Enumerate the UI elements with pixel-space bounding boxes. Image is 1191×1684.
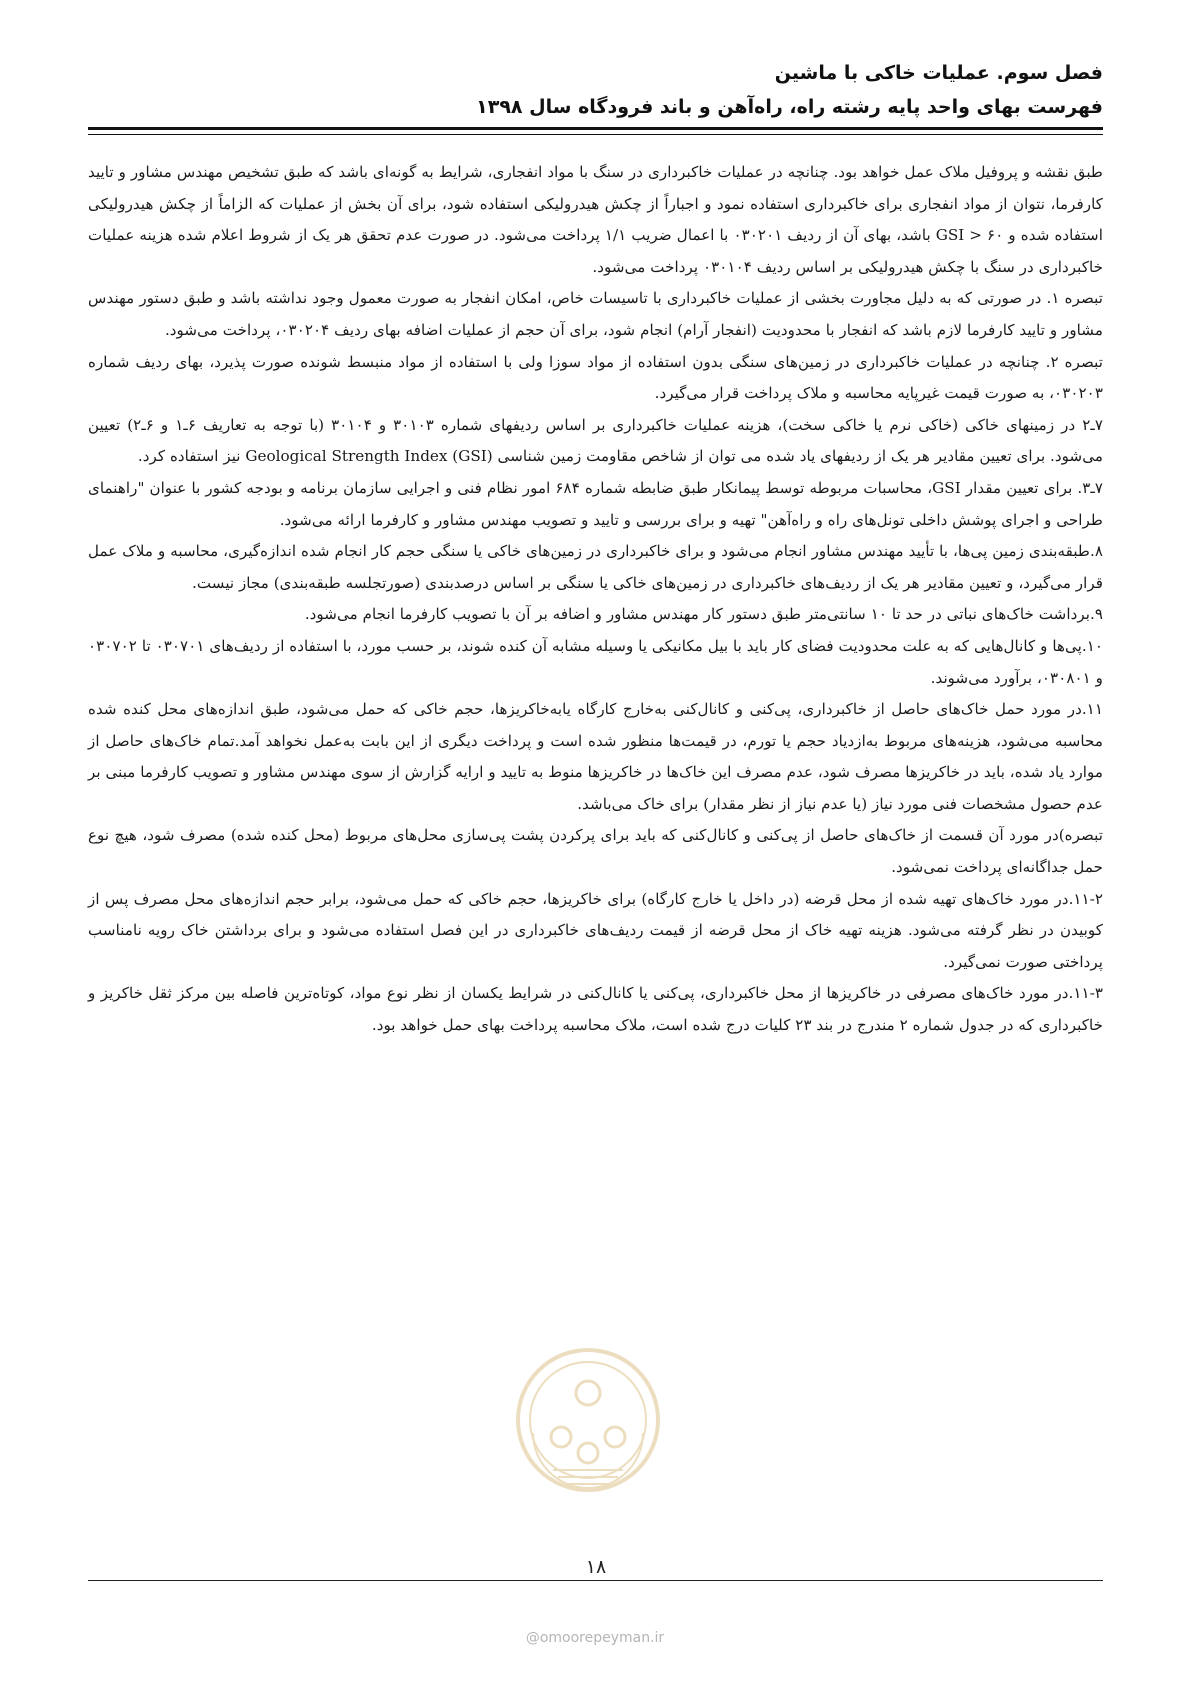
paragraph-10: ۱۰.پی‌ها و کانال‌هایی که به علت محدودیت فضای کار باید با بیل مکانیکی یا وسیله مشابه آن کنده شوند، بر حسب مورد، با استفاده از ردیف‌های ۰۳۰۷۰۱ تا ۰۳۰۷۰۲ و ۰۳۰۸۰۱، برآورد می‌شوند. <box>88 636 1104 687</box>
paragraph-9: ۹.برداشت خاک‌های نباتی در حد تا ۱۰ سانتی‌متر طبق دستور کار مهندس مشاور و اضافه بر آن با تصویب کارفرما انجام می‌شود. <box>304 605 1103 624</box>
paragraph-11: ۱۱.در مورد حمل خاک‌های حاصل از خاکبرداری، پی‌کنی و کانال‌کنی به‌خارج کارگاه یابه‌خاکریزها، حجم خاکی که حمل می‌شود، طبق اندازه‌های محل کنده شده محاسبه می‌شود، هزینه‌های مربوط به‌ازدیاد حجم یا تورم، در قیمت‌ها منظور شده است و پرداخت دیگری از این بابت به‌عمل نخواهد آمد.تمام خاک‌های حاصل از موارد یاد شده، باید در خاکریزها مصرف شود، عدم مصرف این خاک‌ها در خاکریزها منوط به تایید و ارایه گزارش از سوی مهندس مشاور و تصویب کارفرما مبنی بر عدم حصول مشخصات فنی مورد نیاز (یا عدم نیاز از نظر مقدار) برای خاک می‌باشد. <box>88 700 1103 813</box>
paragraph-note-2: تبصره ۲. چنانچه در عملیات خاکبرداری در زمین‌های سنگی بدون استفاده از مواد سوزا ولی با استفاده از مواد منبسط شونده صورت پذیرد، بهای ردیف شماره ۰۳۰۲۰۳، به صورت قیمت غیرپایه محاسبه و ملاک پرداخت قرار می‌گیرد. <box>88 352 1103 403</box>
paragraph-7-3: ۷ـ۳. برای تعیین مقدار GSI، محاسبات مربوطه توسط پیمانکار طبق ضابطه شماره ۶۸۴ امور نظام فنی و اجرایی سازمان برنامه و بودجه کشور با عنوان "راهنمای طراحی و اجرای پوشش داخلی تونل‌های راه و راه‌آهن" تهیه و برای بررسی و تایید و تصویب مهندس مشاور و کارفرما ارائه می‌شود. <box>88 478 1104 529</box>
header-divider <box>88 127 1103 135</box>
document-body <box>88 157 1103 1042</box>
paragraph-bidding: طبق نقشه و پروفیل ملاک عمل خواهد بود. چنانچه در عملیات خاکبرداری در سنگ با مواد انفجاری، شرایط به گونه‌ای باشد که طبق تشخیص مهندس مشاور و تایید کارفرما، نتوان از مواد انفجاری برای خاکبرداری استفاده نمود و اجباراً از چکش هیدرولیکی استفاده شود، برای آن بخش از عملیات که الزاماً از چکش هیدرولیکی استفاده شده و GSI > ۶۰ باشد، بهای آن از ردیف ۰۳۰۲۰۱ با اعمال ضریب ۱/۱ پرداخت می‌شود. در صورت عدم تحقق هر یک از شروط اعلام شده هزینه عملیات خاکبرداری در سنگ با چکش هیدرولیکی بر اساس ردیف ۰۳۰۱۰۴ پرداخت می‌شود. <box>88 163 1104 276</box>
paragraph-11-2: ۱۱-۲.در مورد خاک‌های تهیه شده از محل قرضه (در داخل یا خارج کارگاه) برای خاکریزها، حجم خاکی که حمل می‌شود، برابر حجم اندازه‌های محل مصرف پس از کوبیدن در نظر گرفته می‌شود. هزینه تهیه خاک از محل قرضه از قیمت ردیف‌های خاکبرداری در این فصل استفاده می‌شود و برای برداشتن خاک رویه نامناسب پرداختی صورت نمی‌گیرد. <box>88 889 1103 971</box>
paragraph-11-note: تبصره)در مورد آن قسمت از خاک‌های حاصل از پی‌کنی و کانال‌کنی که باید برای پرکردن پشت پی‌سازی محل‌های مربوط (محل کنده شده) مصرف شود، هیچ نوع حمل جداگانه‌ای پرداخت نمی‌شود. <box>88 826 1103 877</box>
paragraph-note-1: تبصره ۱. در صورتی که به دلیل مجاورت بخشی از عملیات خاکبرداری با تاسیسات خاص، امکان انفجار به صورت معمول وجود نداشته باشد و طبق دستور مهندس مشاور و تایید کارفرما لازم باشد که انفجار با محدودیت (انفجار آرام) انجام شود، برای آن حجم از عملیات اضافه بهای ردیف ۰۳۰۲۰۴، پرداخت می‌شود. <box>88 289 1103 339</box>
website-watermark: @omoorepeyman.ir <box>525 1630 665 1646</box>
paragraph-8: ۸.طبقه‌بندی زمین پی‌ها، با تأیید مهندس مشاور انجام می‌شود و برای خاکبرداری در زمین‌های خاکی یا سنگی حجم کار انجام شده اندازه‌گیری، محاسبه و ملاک عمل قرار می‌گیرد، و تعیین مقادیر هر یک از ردیف‌های خاکبرداری در زمین‌های خاکی یا سنگی بر اساس درصدبندی (صورتجلسه طبقه‌بندی) مجاز نیست. <box>88 542 1103 592</box>
page-header <box>88 56 1103 124</box>
paragraph-11-3: ۱۱-۳.در مورد خاک‌های مصرفی در خاکریزها از محل خاکبرداری، پی‌کنی یا کانال‌کنی در شرایط یکسان از نظر نوع مواد، کوتاه‌ترین فاصله بین مرکز ثقل خاکریز و خاکبرداری که در جدول شماره ۲ مندرج در بند ۲۳ کلیات درج شده است، ملاک محاسبه پرداخت بهای حمل خواهد بود. <box>88 984 1103 1035</box>
chapter-title: فصل سوم. عملیات خاکی با ماشین <box>774 62 1103 84</box>
document-title: فهرست بهای واحد پایه رشته راه، راه‌آهن و باند فرودگاه سال ۱۳۹۸ <box>476 96 1103 118</box>
footer-divider <box>88 1580 1103 1581</box>
page-number: ۱۸ <box>560 1556 632 1578</box>
seal-logo-icon <box>513 1345 663 1495</box>
paragraph-7-2: ۷ـ۲ در زمینهای خاکی (خاکی نرم یا خاکی سخت)، هزینه عملیات خاکبرداری بر اساس ردیفهای شماره ۳۰۱۰۳ و ۳۰۱۰۴ (با توجه به تعاریف ۶ـ۱ و ۶ـ۲) تعیین می‌شود. برای تعیین مقادیر هر یک از ردیفهای یاد شده می توان از شاخص مقاومت زمین شناسی Geological Strength Index (GSI) نیز استفاده کرد. <box>88 415 1103 466</box>
